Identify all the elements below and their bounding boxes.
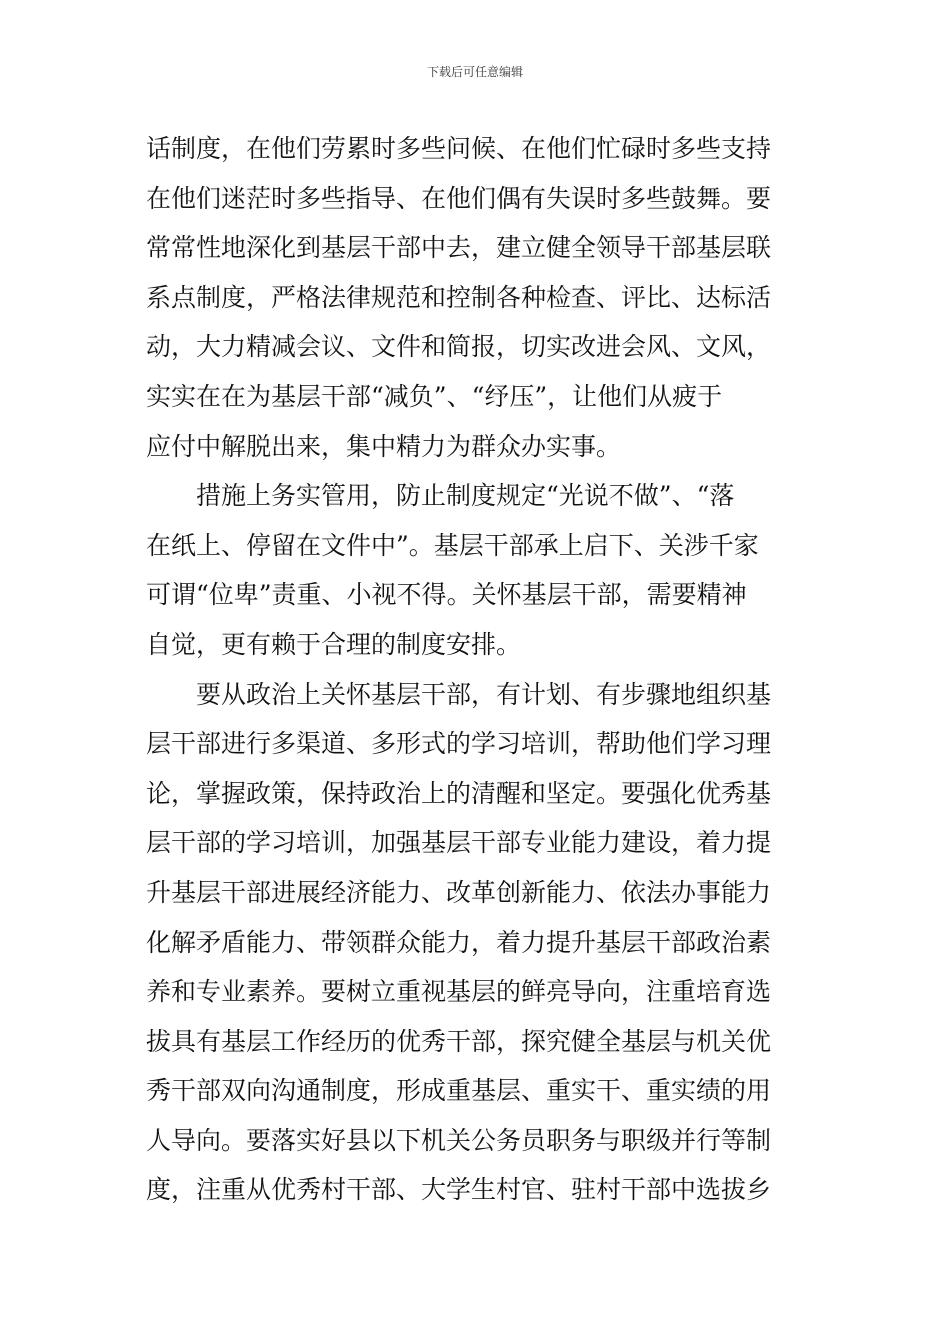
text-line: 论，掌握政策，保持政治上的清醒和坚定。要强化优秀基	[146, 778, 772, 808]
text-line: 话制度，在他们劳累时多些问候、在他们忙碌时多些支持	[146, 134, 772, 163]
text-line: 可谓“位卑”责重、小视不得。关怀基层干部，需要精神	[146, 580, 747, 610]
text-line: 系点制度，严格法律规范和控制各种检查、评比、达标活	[146, 282, 772, 312]
text-line: 层干部的学习培训，加强基层干部专业能力建设，着力提	[146, 828, 772, 858]
text-line: 度，注重从优秀村干部、大学生村官、驻村干部中选拔乡	[146, 1175, 772, 1205]
text-line: 秀干部双向沟通制度，形成重基层、重实干、重实绩的用	[146, 1076, 772, 1106]
paragraph-first-line: 措施上务实管用，防止制度规定“光说不做”、“落	[196, 481, 735, 511]
text-line: 在纸上、停留在文件中”。基层干部承上启下、关涉千家	[146, 530, 759, 560]
text-line: 化解矛盾能力、带领群众能力，着力提升基层干部政治素	[146, 927, 772, 957]
text-line: 实实在在为基层干部“减负”、“纾压”，让他们从疲于	[146, 381, 723, 411]
text-line: 人导向。要落实好县以下机关公务员职务与职级并行等制	[146, 1125, 772, 1155]
page-header: 下载后可任意编辑	[426, 65, 523, 79]
text-line: 常常性地深化到基层干部中去，建立健全领导干部基层联	[146, 233, 772, 263]
text-line: 自觉，更有赖于合理的制度安排。	[146, 629, 522, 659]
paragraph-first-line: 要从政治上关怀基层干部，有计划、有步骤地组织基	[196, 679, 772, 709]
text-line: 养和专业素养。要树立重视基层的鲜亮导向，注重培育选	[146, 977, 772, 1007]
document-body	[146, 124, 810, 1215]
text-line: 应付中解脱出来，集中精力为群众办实事。	[146, 431, 622, 461]
text-line: 升基层干部进展经济能力、改革创新能力、依法办事能力	[146, 877, 772, 907]
text-line: 拔具有基层工作经历的优秀干部，探究健全基层与机关优	[146, 1026, 772, 1056]
text-line: 动，大力精减会议、文件和简报，切实改进会风、文风，	[146, 332, 772, 362]
text-line: 层干部进行多渠道、多形式的学习培训，帮助他们学习理	[146, 729, 772, 759]
text-line: 在他们迷茫时多些指导、在他们偶有失误时多些鼓舞。要	[146, 183, 772, 213]
